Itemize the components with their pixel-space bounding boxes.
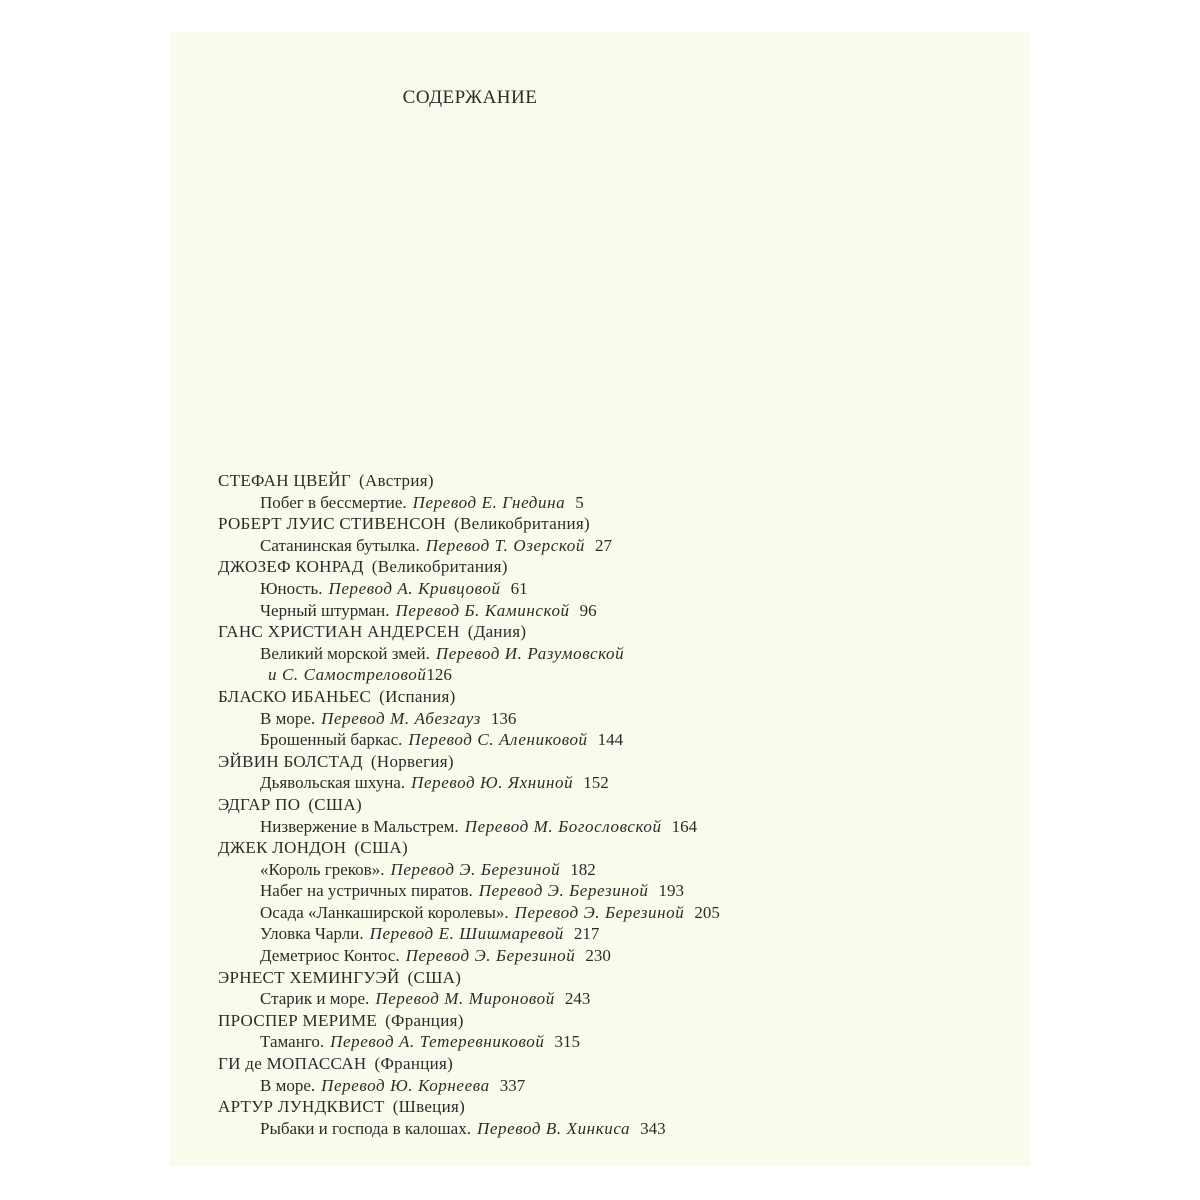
author-country: (Франция) (374, 1054, 454, 1074)
work-page-number: 144 (597, 730, 624, 750)
work-translator: Перевод А. Кривцовой (328, 578, 501, 598)
work-title: Брошенный баркас. (260, 730, 403, 750)
toc-work (218, 923, 978, 945)
toc-author (218, 794, 978, 816)
author-name: ДЖОЗЕФ КОНРАД (218, 557, 364, 577)
toc-author (218, 513, 978, 535)
work-translator: Перевод С. Алениковой (408, 730, 588, 750)
work-translator: Перевод А. Тетеревниковой (330, 1032, 545, 1052)
toc-author (218, 1010, 978, 1032)
toc-author (218, 1096, 978, 1118)
toc-author (218, 556, 978, 578)
work-page-number: 126 (426, 665, 452, 685)
page-title: СОДЕРЖАНИЕ (402, 87, 538, 108)
toc-work (218, 945, 978, 967)
toc-work (218, 729, 978, 751)
toc-author (218, 621, 978, 643)
work-translator: Перевод М. Богословской (464, 816, 662, 836)
author-name: РОБЕРТ ЛУИС СТИВЕНСОН (218, 514, 447, 534)
work-translator: Перевод Э. Березиной (405, 946, 576, 966)
work-page-number: 343 (640, 1118, 666, 1138)
author-country: (Великобритания) (371, 557, 508, 577)
author-country: (Дания) (467, 622, 527, 642)
toc-author (218, 1053, 978, 1075)
toc-work (218, 988, 978, 1010)
work-title: В море. (260, 708, 316, 728)
toc-work (218, 772, 978, 794)
author-country: (США) (354, 838, 408, 858)
work-title: Побег в бессмертие. (260, 492, 407, 512)
toc-work (218, 708, 978, 730)
work-title: Юность. (260, 578, 323, 598)
work-translator: Перевод Е. Шишмаревой (369, 924, 564, 944)
toc-work (218, 880, 978, 902)
author-country: (США) (407, 967, 462, 987)
work-title: Таманго. (260, 1032, 325, 1052)
toc-author (218, 751, 978, 773)
toc-work-continuation (218, 664, 978, 686)
work-title: Рыбаки и господа в калошах. (260, 1118, 471, 1138)
author-name: ЭДГАР ПО (218, 794, 301, 814)
toc-work (218, 1075, 978, 1097)
work-title: Уловка Чарли. (260, 924, 364, 944)
work-page-number: 152 (583, 773, 609, 793)
work-title: «Король греков». (260, 859, 385, 879)
work-translator: Перевод Э. Березиной (478, 881, 649, 901)
author-country: (Франция) (385, 1010, 464, 1030)
toc-work (218, 1031, 978, 1053)
work-page-number: 136 (490, 708, 517, 728)
work-page-number: 243 (564, 989, 591, 1009)
toc-work (218, 816, 978, 838)
work-title: Деметриос Контос. (260, 946, 400, 966)
work-title: Черный штурман. (260, 600, 390, 620)
author-name: ДЖЕК ЛОНДОН (218, 838, 347, 858)
work-translator: Перевод Т. Озерской (425, 535, 585, 555)
toc-work (218, 492, 978, 514)
work-page-number: 61 (510, 578, 528, 598)
work-page-number: 230 (585, 946, 611, 966)
author-name: АРТУР ЛУНДКВИСТ (218, 1097, 385, 1117)
toc-author (218, 686, 978, 708)
toc-author (218, 967, 978, 989)
work-translator: Перевод Э. Березиной (514, 902, 685, 922)
work-translator: Перевод Б. Каминской (395, 600, 570, 620)
toc-author (218, 837, 978, 859)
toc-work (218, 1118, 978, 1140)
author-country: (Испания) (379, 686, 456, 706)
work-title: Низвержение в Мальстрем. (260, 816, 459, 836)
work-page-number: 315 (554, 1032, 580, 1052)
toc-work (218, 859, 978, 881)
author-country: (Австрия) (358, 471, 434, 490)
author-name: ПРОСПЕР МЕРИМЕ (218, 1010, 378, 1030)
work-page-number: 193 (658, 881, 685, 901)
work-translator: Перевод Э. Березиной (390, 859, 561, 879)
work-title: Старик и море. (260, 989, 370, 1009)
work-page-number: 27 (594, 535, 612, 555)
work-page-number: 96 (579, 600, 597, 620)
author-country: (Великобритания) (454, 514, 590, 534)
work-title: В море. (260, 1075, 316, 1095)
work-page-number: 164 (671, 816, 698, 836)
work-translator-continued: и С. Самостреловой (268, 665, 427, 685)
work-title: Великий морской змей. (260, 643, 430, 663)
work-page-number: 337 (499, 1075, 526, 1095)
author-name: ГАНС ХРИСТИАН АНДЕРСЕН (218, 622, 460, 642)
author-name: ЭЙВИН БОЛСТАД (218, 751, 363, 771)
toc-work (218, 600, 978, 622)
work-title: Дьявольская шхуна. (260, 773, 406, 793)
toc-author (218, 470, 978, 492)
work-page-number: 217 (573, 924, 600, 944)
author-name: СТЕФАН ЦВЕЙГ (218, 471, 351, 490)
table-of-contents (218, 470, 978, 1139)
author-name: ЭРНЕСТ ХЕМИНГУЭЙ (218, 967, 400, 987)
work-translator: Перевод М. Мироновой (375, 989, 555, 1009)
work-title: Осада «Ланкаширской королевы». (260, 902, 509, 922)
work-translator: Перевод И. Разумовской (435, 643, 625, 663)
work-page-number: 5 (575, 492, 584, 512)
work-translator: Перевод Е. Гнедина (412, 492, 566, 512)
author-name: ГИ де МОПАССАН (218, 1054, 367, 1074)
work-page-number: 205 (694, 902, 720, 922)
toc-work (218, 578, 978, 600)
work-title: Набег на устричных пиратов. (260, 881, 473, 901)
work-title: Сатанинская бутылка. (260, 535, 420, 555)
author-country: (Норвегия) (370, 751, 454, 771)
work-translator: Перевод В. Хинкиса (476, 1118, 631, 1138)
author-country: (Швеция) (392, 1097, 466, 1117)
work-page-number: 182 (570, 859, 596, 879)
toc-work (218, 902, 978, 924)
work-translator: Перевод Ю. Яхниной (411, 773, 574, 793)
work-translator: Перевод Ю. Корнеева (321, 1075, 490, 1095)
toc-work (218, 535, 978, 557)
author-name: БЛАСКО ИБАНЬЕС (218, 686, 372, 706)
toc-work (218, 643, 978, 665)
work-translator: Перевод М. Абезгауз (321, 708, 481, 728)
author-country: (США) (308, 794, 362, 814)
